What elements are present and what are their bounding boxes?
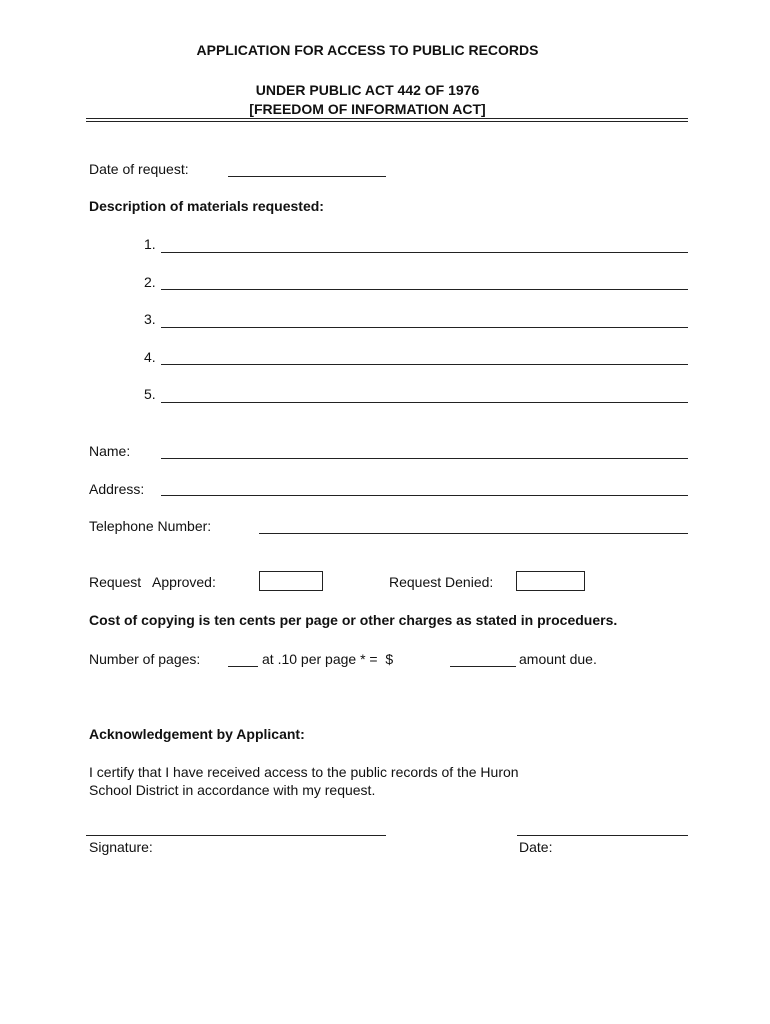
telephone-field[interactable] xyxy=(259,533,688,534)
form-title: APPLICATION FOR ACCESS TO PUBLIC RECORDS xyxy=(196,42,539,58)
description-field-2[interactable] xyxy=(161,289,688,290)
header-divider xyxy=(86,118,688,122)
acknowledgement-heading: Acknowledgement by Applicant: xyxy=(89,726,305,742)
description-field-5[interactable] xyxy=(161,402,688,403)
signature-date-label: Date: xyxy=(519,839,553,855)
item-number-3: 3. xyxy=(144,311,156,327)
description-heading: Description of materials requested: xyxy=(89,198,324,214)
description-field-1[interactable] xyxy=(161,252,688,253)
request-denied-checkbox[interactable] xyxy=(516,571,585,591)
amount-due-label: amount due. xyxy=(519,651,597,667)
item-number-2: 2. xyxy=(144,274,156,290)
number-of-pages-field[interactable] xyxy=(228,666,258,667)
name-label: Name: xyxy=(89,443,131,459)
item-number-1: 1. xyxy=(144,236,156,252)
request-approved-checkbox[interactable] xyxy=(259,571,323,591)
request-denied-label: Request Denied: xyxy=(389,574,494,590)
description-field-4[interactable] xyxy=(161,364,688,365)
date-of-request-field[interactable] xyxy=(228,176,386,177)
address-field[interactable] xyxy=(161,495,688,496)
date-of-request-label: Date of request: xyxy=(89,161,189,177)
certification-line-2: School District in accordance with my request. xyxy=(89,782,376,798)
form-subtitle-act: UNDER PUBLIC ACT 442 OF 1976 xyxy=(255,82,480,98)
item-number-5: 5. xyxy=(144,386,156,402)
certification-line-1: I certify that I have received access to the public records of the Huron xyxy=(89,764,519,780)
telephone-label: Telephone Number: xyxy=(89,518,212,534)
signature-date-field[interactable] xyxy=(517,835,688,836)
amount-due-field[interactable] xyxy=(450,666,516,667)
name-field[interactable] xyxy=(161,458,688,459)
address-label: Address: xyxy=(89,481,145,497)
signature-label: Signature: xyxy=(89,839,153,855)
description-field-3[interactable] xyxy=(161,327,688,328)
signature-field[interactable] xyxy=(86,835,386,836)
form-subtitle-foia: [FREEDOM OF INFORMATION ACT] xyxy=(249,101,486,117)
request-approved-label: Request Approved: xyxy=(89,574,216,590)
item-number-4: 4. xyxy=(144,349,156,365)
number-of-pages-label: Number of pages: xyxy=(89,651,201,667)
rate-text: at .10 per page * = $ xyxy=(262,651,394,667)
cost-notice: Cost of copying is ten cents per page or other charges as stated in proceduers. xyxy=(89,612,618,628)
